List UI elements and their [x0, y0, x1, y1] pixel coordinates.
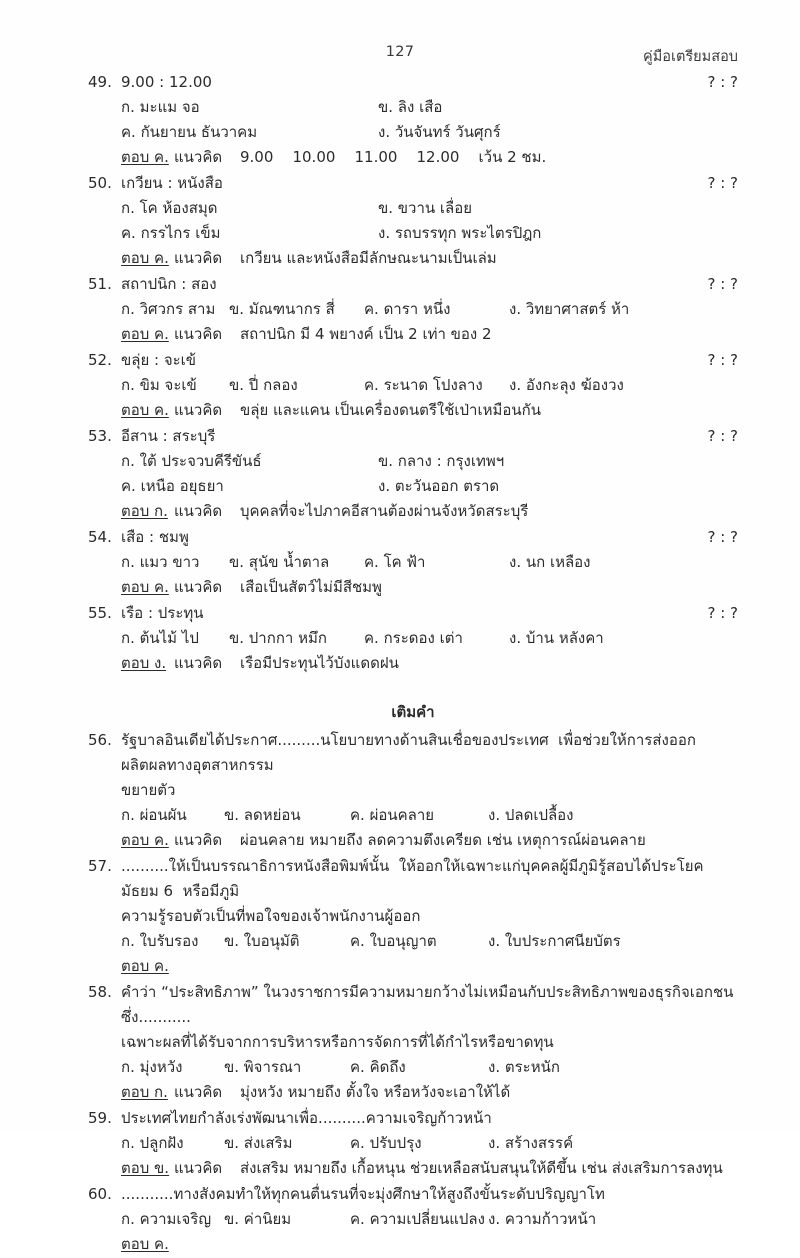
question-block [88, 525, 738, 600]
question-analogy-marks: ? : ? [707, 275, 738, 293]
option-choice[interactable]: ง. ตะวันออก ตราด [378, 477, 500, 495]
answer-label: ตอบ ก. [121, 1083, 168, 1101]
option-row [88, 1131, 738, 1156]
answer-line [88, 246, 738, 271]
idea-label: แนวคิด [174, 831, 223, 849]
question-number: 51. [88, 275, 112, 293]
question-number: 49. [88, 73, 112, 91]
question-number: 53. [88, 427, 112, 445]
answer-line [88, 398, 738, 423]
option-choice[interactable]: ข. ขวาน เลื่อย [378, 199, 473, 217]
question-analogy-marks: ? : ? [707, 427, 738, 445]
option-choice[interactable]: ค. ความเปลี่ยนแปลง [350, 1210, 485, 1228]
idea-label: แนวคิด [174, 502, 223, 520]
question-stem [88, 525, 738, 550]
question-stem [88, 1106, 738, 1131]
question-stem-text: ขลุ่ย : จะเข้ [121, 351, 197, 369]
section-heading: เติมคำ [391, 703, 435, 721]
answer-line [88, 651, 738, 676]
option-choice[interactable]: ค. เหนือ อยุธยา [121, 477, 224, 495]
question-number: 59. [88, 1109, 112, 1127]
question-block [88, 601, 738, 676]
option-choice[interactable]: ค. โค ฟ้า [364, 553, 426, 571]
question-number: 57. [88, 857, 112, 875]
question-stem-text: เรือ : ประทุน [121, 604, 204, 622]
option-choice[interactable]: ง. วันจันทร์ วันศุกร์ [378, 123, 501, 141]
answer-explanation: สถาปนิก มี 4 พยางค์ เป็น 2 เท่า ของ 2 [240, 325, 492, 343]
option-row [88, 449, 738, 474]
idea-label: แนวคิด [174, 654, 223, 672]
question-block [88, 348, 738, 423]
option-row [88, 929, 738, 954]
option-choice[interactable]: ก. ใบรับรอง [121, 932, 199, 950]
answer-line [88, 322, 738, 347]
answer-label: ตอบ ก. [121, 502, 168, 520]
question-stem-text: ..........ให้เป็นบรรณาธิการหนังสือพิมพ์นั้น ให้ออกให้เฉพาะแก่บุคคลผู้มีภูมิรู้สอบได้ประโยคมัธยม 6 หรือมีภูมิ [121, 857, 704, 900]
page-number: 127 [385, 44, 415, 60]
answer-line [88, 1080, 738, 1105]
question-stem-text: คำว่า “ประสิทธิภาพ” ในวงราชการมีความหมายกว้างไม่เหมือนกับประสิทธิภาพของธุรกิจเอกชน ซึ่ง........... [121, 983, 739, 1026]
option-row [88, 221, 738, 246]
answer-label: ตอบ ค. [121, 831, 169, 849]
option-choice[interactable]: ง. รถบรรทุก พระไตรปิฎก [378, 224, 542, 242]
option-choice[interactable]: ค. กรรไกร เข็ม [121, 224, 221, 242]
option-choice[interactable]: ง. ปลดเปลื้อง [488, 806, 574, 824]
option-choice[interactable]: ง. วิทยาศาสตร์ ห้า [509, 300, 630, 318]
option-choice[interactable]: ก. ความเจริญ [121, 1210, 212, 1228]
option-choice[interactable]: ค. ระนาด โปงลาง [364, 376, 483, 394]
option-choice[interactable]: ง. ตระหนัก [488, 1058, 560, 1076]
question-number: 54. [88, 528, 112, 546]
answer-explanation: เกวียน และหนังสือมีลักษณะนามเป็นเล่ม [240, 249, 497, 267]
answer-explanation: มุ่งหวัง หมายถึง ตั้งใจ หรือหวังจะเอาให้ได้ [240, 1083, 511, 1101]
option-choice[interactable]: ค. กระดอง เต่า [364, 629, 463, 647]
question-stem-text: 9.00 : 12.00 [121, 73, 212, 91]
answer-label: ตอบ ค. [121, 249, 169, 267]
question-block [88, 70, 738, 170]
option-choice[interactable]: ค. ปรับปรุง [350, 1134, 422, 1152]
idea-label: แนวคิด [174, 148, 223, 166]
option-row [88, 474, 738, 499]
answer-explanation: 9.00 10.00 11.00 12.00 เว้น 2 ชม. [240, 148, 547, 166]
question-stem [88, 980, 738, 1030]
option-choice[interactable]: ก. วิศวกร สาม [121, 300, 216, 318]
option-row [88, 196, 738, 221]
question-stem [88, 171, 738, 196]
answer-line [88, 828, 738, 853]
question-stem [88, 854, 738, 904]
answer-label: ตอบ ง. [121, 654, 167, 672]
answer-line [88, 1156, 738, 1181]
answer-label: ตอบ ค. [121, 401, 169, 419]
question-block [88, 272, 738, 347]
idea-label: แนวคิด [174, 249, 223, 267]
option-choice[interactable]: ก. ขิม จะเข้ [121, 376, 197, 394]
answer-label: ตอบ ค. [121, 1235, 169, 1253]
option-choice[interactable]: ค. ผ่อนคลาย [350, 806, 435, 824]
question-analogy-marks: ? : ? [707, 351, 738, 369]
answer-explanation: เรือมีประทุนไว้บังแดดฝน [240, 654, 399, 672]
question-stem [88, 348, 738, 373]
question-stem-text: เกวียน : หนังสือ [121, 174, 223, 192]
question-stem [88, 601, 738, 626]
idea-label: แนวคิด [174, 578, 223, 596]
option-choice[interactable]: ข. ปี่ กลอง [229, 376, 298, 394]
option-choice[interactable]: ก. โค ห้องสมุด [121, 199, 218, 217]
answer-explanation: ขลุ่ย และแคน เป็นเครื่องดนตรีใช้เป่าเหมือนกัน [240, 401, 541, 419]
question-number: 55. [88, 604, 112, 622]
question-number: 60. [88, 1185, 112, 1203]
answer-line [88, 499, 738, 524]
running-head [0, 44, 800, 70]
question-block [88, 980, 738, 1105]
question-stem-text: ...........ทางสังคมทำให้ทุกคนตื่นรนที่จะมุ่งศึกษาให้สูงถึงขั้นระดับปริญญาโท [121, 1185, 605, 1203]
answer-explanation: เสือเป็นสัตว์ไม่มีสีชมพู [240, 578, 382, 596]
question-stem-text: สถาปนิก : สอง [121, 275, 217, 293]
question-stem-text: เสือ : ชมพู [121, 528, 189, 546]
answer-line [88, 575, 738, 600]
option-choice[interactable]: ก. ปลูกฝัง [121, 1134, 184, 1152]
answer-label: ตอบ ข. [121, 1159, 170, 1177]
option-choice[interactable]: ข. กลาง : กรุงเทพฯ [378, 452, 505, 470]
option-choice[interactable]: ค. ใบอนุญาต [350, 932, 437, 950]
option-choice[interactable]: ก. ผ่อนผัน [121, 806, 187, 824]
option-choice[interactable]: ข. พิจารณา [224, 1058, 302, 1076]
answer-line [88, 1232, 738, 1257]
idea-label: แนวคิด [174, 325, 223, 343]
option-choice[interactable]: ข. ใบอนุมัติ [224, 932, 300, 950]
option-row [88, 626, 738, 651]
option-choice[interactable]: ง. ใบประกาศนียบัตร [488, 932, 621, 950]
option-choice[interactable]: ง. อังกะลุง ฆ้องวง [509, 376, 624, 394]
question-block [88, 854, 738, 979]
question-stem-continued: ความรู้รอบตัวเป็นที่พอใจของเจ้าพนักงานผู้ออก [121, 907, 421, 925]
answer-explanation: บุคคลที่จะไปภาคอีสานต้องผ่านจังหวัดสระบุรี [240, 502, 529, 520]
option-choice[interactable]: ง. สร้างสรรค์ [488, 1134, 574, 1152]
option-choice[interactable]: ก. ใต้ ประจวบคีรีขันธ์ [121, 452, 262, 470]
answer-label: ตอบ ค. [121, 578, 169, 596]
option-choice[interactable]: ก. แมว ขาว [121, 553, 200, 571]
question-block [88, 1106, 738, 1181]
question-analogy-marks: ? : ? [707, 528, 738, 546]
question-block [88, 1182, 738, 1257]
option-choice[interactable]: ก. มุ่งหวัง [121, 1058, 183, 1076]
option-row [88, 120, 738, 145]
answer-label: ตอบ ค. [121, 325, 169, 343]
question-stem [88, 272, 738, 297]
option-choice[interactable]: ข. ลิง เสือ [378, 98, 443, 116]
question-number: 52. [88, 351, 112, 369]
question-stem [88, 424, 738, 449]
option-row [88, 550, 738, 575]
answer-explanation: ผ่อนคลาย หมายถึง ลดความตึงเครียด เช่น เหตุการณ์ผ่อนคลาย [240, 831, 646, 849]
option-choice[interactable]: ข. ปากกา หมึก [229, 629, 327, 647]
answer-line [88, 145, 738, 170]
question-stem-text: รัฐบาลอินเดียได้ประกาศ.........นโยบายทางด้านสินเชื่อของประเทศ เพื่อช่วยให้การส่งออกผลิตผลทางอุตสาหกรรม [121, 731, 696, 774]
option-choice[interactable]: ก. ต้นไม้ ไป [121, 629, 199, 647]
question-stem [88, 1182, 738, 1207]
option-choice[interactable]: ง. ความก้าวหน้า [488, 1210, 597, 1228]
option-row [88, 803, 738, 828]
answer-explanation: ส่งเสริม หมายถึง เกื้อหนุน ช่วยเหลือสนับสนุนให้ดีขึ้น เช่น ส่งเสริมการลงทุน [240, 1159, 723, 1177]
question-number: 50. [88, 174, 112, 192]
option-row [88, 373, 738, 398]
option-choice[interactable]: ข. ส่งเสริม [224, 1134, 293, 1152]
option-row [88, 1055, 738, 1080]
option-row [88, 1207, 738, 1232]
question-analogy-marks: ? : ? [707, 174, 738, 192]
idea-label: แนวคิด [174, 1083, 223, 1101]
book-title: คู่มือเตรียมสอบ [643, 49, 738, 65]
option-row [88, 297, 738, 322]
question-number: 56. [88, 731, 112, 749]
question-block [88, 728, 738, 853]
option-choice[interactable]: ค. คิดถึง [350, 1058, 406, 1076]
question-stem-text: อีสาน : สระบุรี [121, 427, 216, 445]
question-block [88, 424, 738, 524]
answer-label: ตอบ ค. [121, 957, 169, 975]
question-block [88, 171, 738, 271]
option-row [88, 95, 738, 120]
option-choice[interactable]: ง. บ้าน หลังคา [509, 629, 604, 647]
option-choice[interactable]: ข. สุนัข น้ำตาล [229, 553, 330, 571]
option-choice[interactable]: ค. ดารา หนึ่ง [364, 300, 451, 318]
option-choice[interactable]: ข. มัณฑนากร สี่ [229, 300, 335, 318]
question-analogy-marks: ? : ? [707, 73, 738, 91]
question-stem-text: ประเทศไทยกำลังเร่งพัฒนาเพื่อ..........ความเจริญก้าวหน้า [121, 1109, 492, 1127]
question-analogy-marks: ? : ? [707, 604, 738, 622]
option-choice[interactable]: ง. นก เหลือง [509, 553, 591, 571]
question-stem-continued: เฉพาะผลที่ได้รับจากการบริหารหรือการจัดการที่ได้กำไรหรือขาดทุน [121, 1033, 554, 1051]
answer-label: ตอบ ค. [121, 148, 169, 166]
option-choice[interactable]: ข. ลดหย่อน [224, 806, 301, 824]
question-stem [88, 728, 738, 778]
option-choice[interactable]: ข. ค่านิยม [224, 1210, 292, 1228]
idea-label: แนวคิด [174, 401, 223, 419]
question-list [88, 70, 738, 1258]
idea-label: แนวคิด [174, 1159, 223, 1177]
option-choice[interactable]: ก. มะแม จอ [121, 98, 200, 116]
question-stem [88, 70, 738, 95]
question-number: 58. [88, 983, 112, 1001]
answer-line [88, 954, 738, 979]
question-stem-continued: ขยายตัว [121, 781, 176, 799]
option-choice[interactable]: ค. กันยายน ธันวาคม [121, 123, 258, 141]
